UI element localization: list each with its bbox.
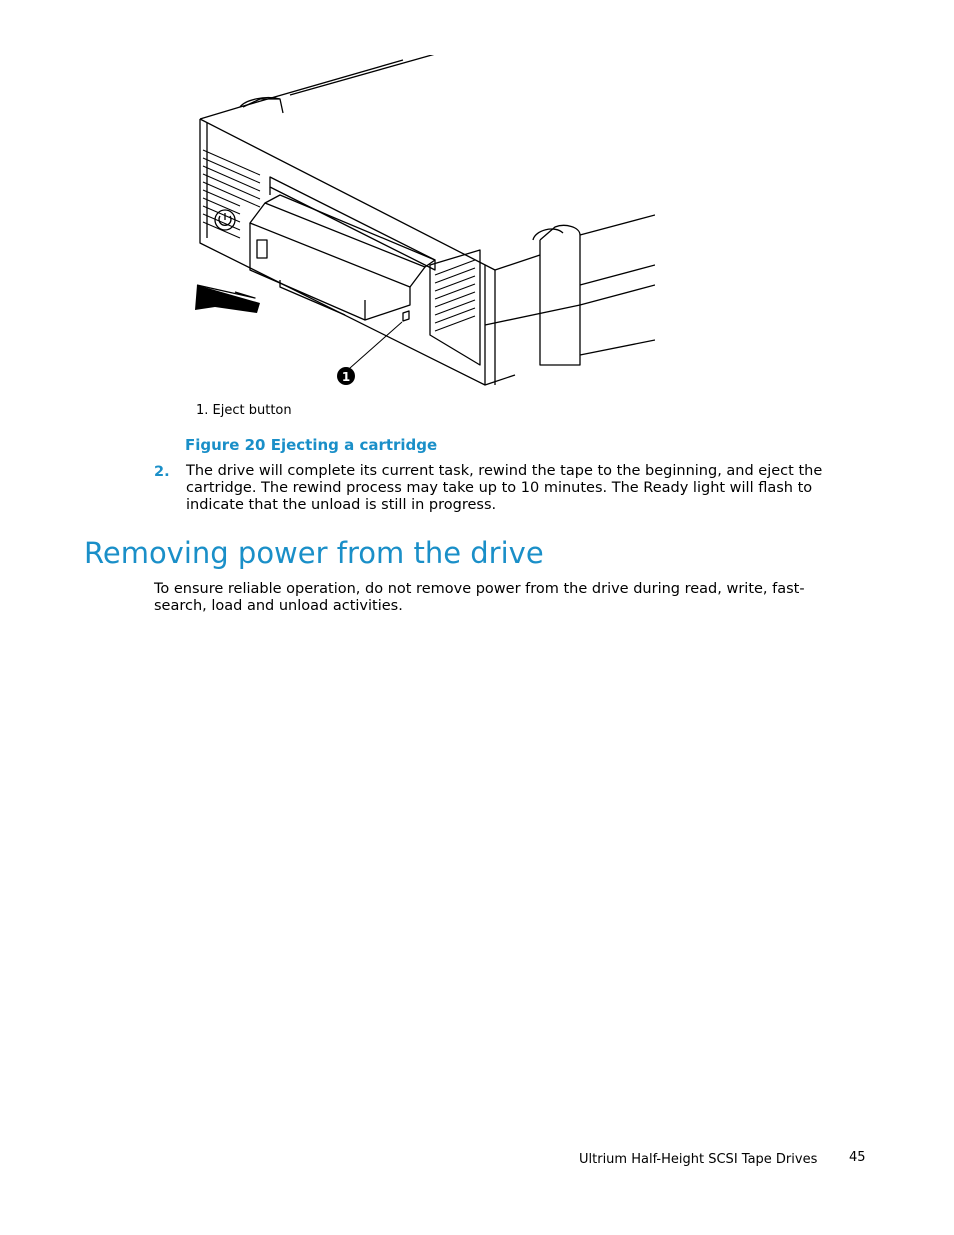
figure-title: Figure 20 Ejecting a cartridge (185, 436, 438, 454)
step-text: The drive will complete its current task, rewind the tape to the beginning, and eject the cartridge. The rewind process may take up to 10 minutes. The Ready light will flash to indicate that the unload is still in progress. (186, 463, 823, 513)
section-heading: Removing power from the drive (84, 536, 544, 570)
step-number: 2. (154, 464, 170, 480)
footer-document-title: Ultrium Half-Height SCSI Tape Drives (579, 1152, 818, 1167)
tape-drive-illustration (185, 55, 655, 395)
page-number: 45 (849, 1150, 866, 1165)
figure-legend-item: 1. Eject button (196, 403, 292, 418)
section-body: To ensure reliable operation, do not remove power from the drive during read, write, fast-search, load and unload activities. (154, 581, 805, 614)
callout-number: 1 (341, 370, 351, 384)
